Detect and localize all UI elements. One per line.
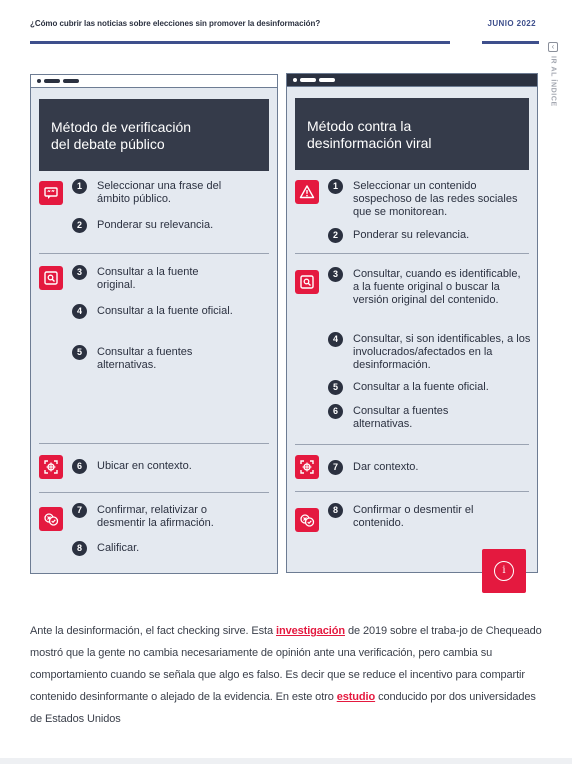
- panel-title-line: desinformación viral: [307, 135, 432, 151]
- index-link[interactable]: [547, 42, 559, 107]
- step-number: 6: [72, 459, 87, 474]
- panel-viral-disinformation: [286, 73, 538, 573]
- step-number: 2: [72, 218, 87, 233]
- step-text: Seleccionar una frase del ámbito público.: [97, 180, 222, 205]
- panel-title: [39, 99, 269, 171]
- body-text-segment: de 2019 sobre el traba-jo de Chequeado mostró que la gente no cambia necesariamente de opinión ante una verificación, pero cambia su comportamiento cuando se señala que algo es falso. Es decir que se reduce el incentivo para compartir contenido desinformante o alejado de la evidencia. En este otro: [30, 625, 542, 703]
- source-search-icon: [39, 266, 63, 290]
- step-text: Consultar a la fuente oficial.: [353, 381, 489, 393]
- document-date: JUNIO 2022: [487, 19, 536, 28]
- step-item: [328, 180, 528, 219]
- step-item: [72, 346, 267, 372]
- warning-icon: [295, 180, 319, 204]
- divider: [295, 444, 529, 445]
- step-text: Seleccionar un contenido sospechoso de las redes sociales que se monitorean.: [353, 180, 518, 218]
- header-rule: [30, 41, 450, 44]
- quote-icon: [39, 181, 63, 205]
- step-item: [72, 504, 267, 530]
- window-bar: [287, 74, 537, 87]
- step-number: 2: [328, 228, 343, 243]
- step-item: [328, 504, 528, 530]
- step-item: [328, 461, 528, 475]
- step-item: [328, 229, 528, 243]
- divider: [39, 492, 269, 493]
- step-number: 7: [328, 460, 343, 475]
- step-number: 8: [72, 541, 87, 556]
- header-rule-date: [482, 41, 539, 44]
- info-button[interactable]: [482, 549, 526, 593]
- source-search-icon: [295, 270, 319, 294]
- info-icon: i: [494, 561, 514, 581]
- step-item: [328, 333, 533, 372]
- step-text: Consultar a la fuente oficial.: [97, 305, 233, 317]
- step-text: Consultar, si son identificables, a los involucrados/afectados en la desinformación.: [353, 333, 531, 371]
- body-text-segment: conducido por dos universidades de Estados Unidos: [30, 691, 536, 725]
- step-text: Confirmar o desmentir el contenido.: [353, 504, 474, 529]
- step-item: [328, 405, 528, 431]
- verdict-icon: [39, 507, 63, 531]
- step-item: [328, 381, 528, 395]
- window-bar: [31, 75, 277, 88]
- divider: [295, 491, 529, 492]
- link-investigacion[interactable]: investigación: [276, 625, 345, 637]
- step-number: 4: [328, 332, 343, 347]
- panel-title-line: del debate público: [51, 136, 165, 152]
- panel-debate-verification: [30, 74, 278, 574]
- step-text: Ponderar su relevancia.: [353, 229, 470, 241]
- step-text: Calificar.: [97, 542, 140, 554]
- verdict-icon: [295, 508, 319, 532]
- step-number: 7: [72, 503, 87, 518]
- step-item: [72, 460, 267, 474]
- footer-strip: [0, 758, 572, 764]
- step-number: 8: [328, 503, 343, 518]
- body-text-segment: Ante la desinformación, el fact checking sirve. Esta: [30, 625, 276, 637]
- step-item: [328, 268, 528, 307]
- step-text: Confirmar, relativizar o desmentir la afirmación.: [97, 504, 214, 529]
- step-number: 4: [72, 304, 87, 319]
- chevron-left-icon: ‹: [548, 42, 558, 52]
- step-text: Ponderar su relevancia.: [97, 219, 214, 231]
- context-target-icon: [39, 455, 63, 479]
- step-number: 3: [72, 265, 87, 280]
- step-number: 6: [328, 404, 343, 419]
- svg-text:“”: “”: [47, 189, 55, 197]
- divider: [39, 253, 269, 254]
- step-text: Consultar a la fuente original.: [97, 266, 199, 291]
- step-item: [72, 219, 267, 233]
- step-text: Dar contexto.: [353, 461, 419, 473]
- step-number: 5: [328, 380, 343, 395]
- step-item: [72, 305, 267, 319]
- step-number: 3: [328, 267, 343, 282]
- step-item: [72, 266, 267, 292]
- link-estudio[interactable]: estudio: [336, 691, 376, 703]
- divider: [39, 443, 269, 444]
- step-number: 5: [72, 345, 87, 360]
- step-item: [72, 180, 267, 206]
- step-number: 1: [72, 179, 87, 194]
- step-text: Consultar a fuentes alternativas.: [97, 346, 193, 371]
- step-number: 1: [328, 179, 343, 194]
- document-title: ¿Cómo cubrir las noticias sobre elecciones sin promover la desinformación?: [30, 19, 321, 28]
- index-link-label: IR AL ÍNDICE: [549, 56, 557, 107]
- step-text: Consultar a fuentes alternativas.: [353, 405, 449, 430]
- panel-title: [295, 98, 529, 170]
- step-text: Consultar, cuando es identificable, a la fuente original o buscar la versión original del contenido.: [353, 268, 521, 306]
- context-target-icon: [295, 455, 319, 479]
- panel-title-line: Método de verificación: [51, 119, 192, 135]
- step-text: Ubicar en contexto.: [97, 460, 192, 472]
- step-item: [72, 542, 267, 556]
- divider: [295, 253, 529, 254]
- body-paragraph: [30, 620, 542, 730]
- panel-title-line: Método contra la: [307, 118, 412, 134]
